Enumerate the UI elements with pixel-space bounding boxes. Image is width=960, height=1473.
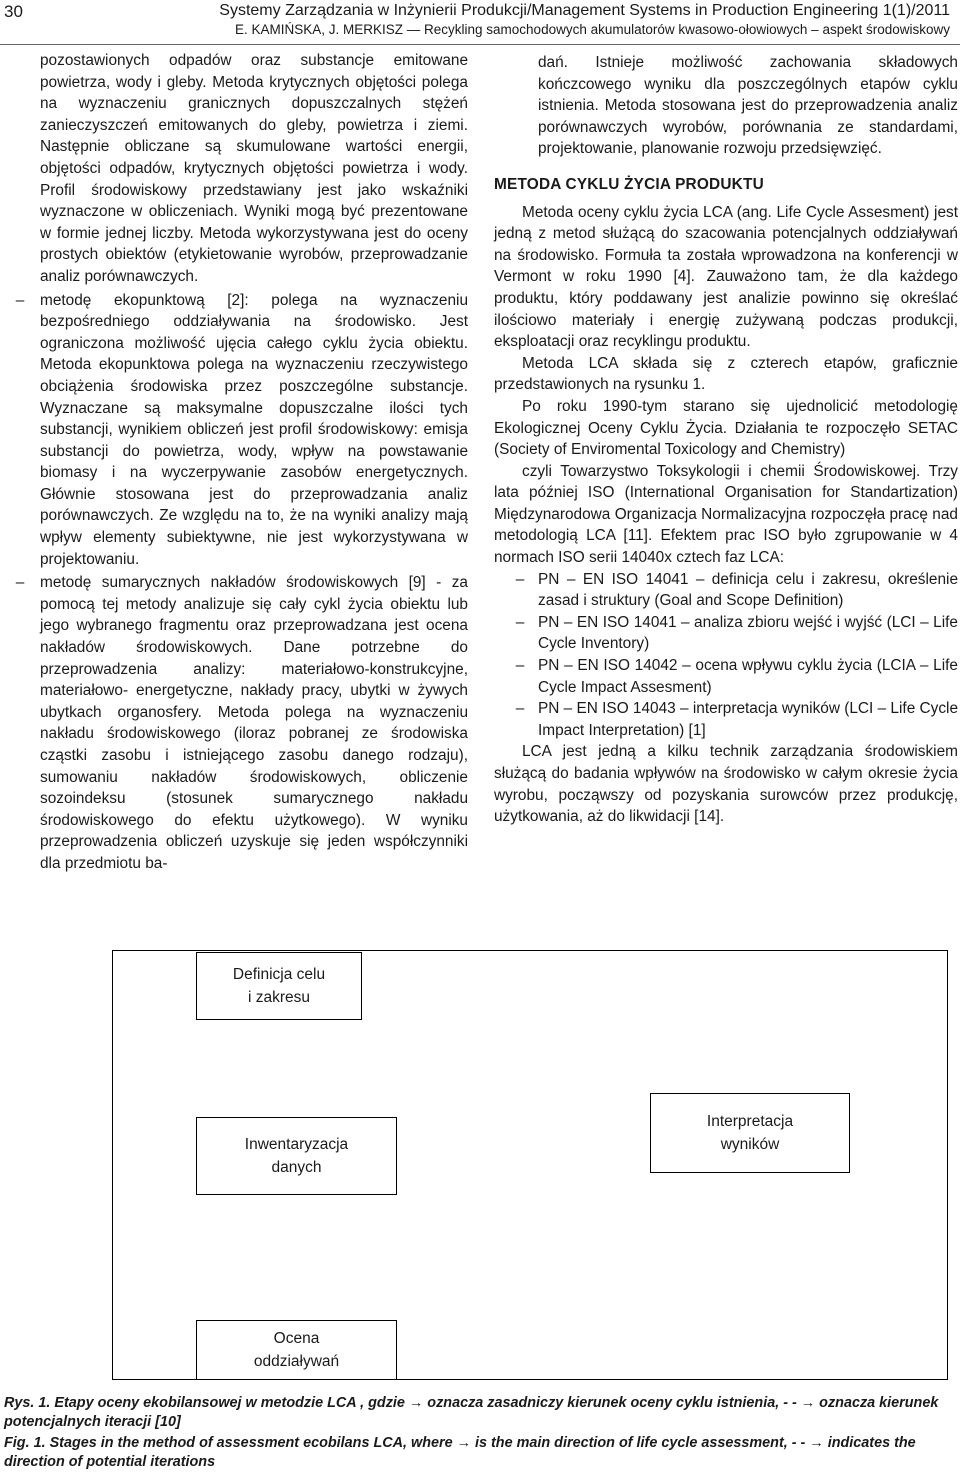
box-label-line: Ocena: [273, 1330, 320, 1347]
arrow-icon: →: [456, 1435, 472, 1451]
dash-bullet: –: [515, 700, 525, 718]
list-item-text: metodę ekopunktową [2]: polega na wyznaczeniu bezpośredniego oddziaływania na środowisko. Jest ograniczona możliwość ujęcia całego cyklu życia obiektu. Metoda ekopunktowa polega na wyznaczeniu rzeczywistego obciążenia środowiska przez poszczególne substancje. Wyznaczane są maksymalne dopuszczalne ilości tych substancji, wynikiem obliczeń jest profil środowiskowy: emisja substancji do powietrza, wody, wpływ na powstawanie biomasy i na wyczerpywanie zasobów energetycznych. Głównie stosowana jest do przeprowadzania analiz porównawczych. Ze względu na to, że na wyniki analizy mają wpływ elementy subiektywne, nie jest wykorzystywana w projektowaniu.: [40, 291, 468, 568]
arrow-icon: →: [800, 1395, 816, 1411]
iso-item-text: PN – EN ISO 14041 – analiza zbioru wejść i wyjść (LCI – Life Cycle Inventory): [538, 613, 958, 653]
article-authors-title: E. KAMIŃSKA, J. MERKISZ — Recykling samochodowych akumulatorów kwasowo-ołowiowych – aspekt środowiskowy: [234, 22, 950, 37]
right-para-4: czyli Towarzystwo Toksykologii i chemii Środowiskowej. Trzy lata później ISO (International Organisation for Standartization) Międzynarodowa Organizacja Normalizacyjna rozpoczęła pracę nad metodologią LCA [11]. Efektem prac ISO było zgrupowanie w 4 normach ISO serii 14040x cztech faz LCA:: [494, 462, 958, 567]
right-para-1: Metoda oceny cyklu życia LCA (ang. Life Cycle Assesment) jest jedną z metod służącą do szacowania potencjalnych oddziaływań na środowisko. Formuła ta została wprowadzona na konferencji w Vermont w roku 1990 [4]. Zauważono tam, że dla każdego produktu, który poddawany jest analizie powinno się określać ilościowo materiały i energię zużywaną podczas produkcji, eksploatacji oraz recyklingu produktu.: [494, 203, 958, 351]
box-label-line: wyników: [720, 1136, 780, 1153]
iso-item-text: PN – EN ISO 14043 – interpretacja wyników (LCI – Life Cycle Impact Interpretation) [1]: [538, 700, 959, 739]
iso-list-item: [494, 698, 958, 741]
box-label-line: Interpretacja: [706, 1113, 794, 1130]
iso-list-item: [494, 569, 958, 612]
iso-list: [494, 569, 958, 742]
caption-text: is the main direction of life cycle assessment, - -: [471, 1435, 810, 1451]
box-label-line: danych: [271, 1159, 322, 1176]
iso-list-item: [494, 612, 958, 655]
dash-bullet: –: [515, 613, 525, 631]
list-item-text: metodę sumarycznych nakładów środowiskowych [9] - za pomocą tej metody analizuje się cały cykl życia obiektu lub jego wybranego fragmentu oraz przeprowadzana jest ocena nakładów środowiskowych. Dane potrzebne do przeprowadzenia analizy: materiałowo-konstrukcyjne, materiałowo- energetyczne, nakłady pracy, ubytki w żywych ubytkach organosfery. Metoda polega na wyznaczeniu nakładu środowiskowego (iloraz pobranej ze środowiska cząstki zasobu i istniejącego zasobu danego rodzaju), sumowaniu nakładów środowiskowych, obliczenie sozoindeksu (stosunek sumarycznego nakładu środowiskowego do efektu użytkowego). W wyniku przeprowadzenia obliczeń uzyskuje się jeden współczynniki dla przedmiotu ba-: [40, 574, 468, 872]
caption-text: Fig. 1. Stages in the method of assessment ecobilans LCA, where: [4, 1435, 457, 1451]
caption-text: indicates the direction of potential iterations: [4, 1435, 916, 1470]
iso-item-text: PN – EN ISO 14042 – ocena wpływu cyklu życia (LCIA – Life Cycle Impact Assesment): [538, 657, 958, 696]
caption-polish: [4, 1394, 956, 1432]
right-para-continued: dań. Istnieje możliwość zachowania składowych kończcowego wyniku dla poszczególnych etapów cyklu istnienia. Metoda stosowana jest do przeprowadzenia analiz porównawczych wyrobów, porównania ze standardami, projektowanie, planowanie rozwoju przedsięwzięć.: [538, 54, 958, 158]
arrow-icon: →: [408, 1395, 424, 1411]
list-item-ekopunktowa: [15, 290, 468, 571]
right-column: [494, 52, 958, 828]
arrow-icon: →: [809, 1435, 824, 1451]
header-rule: [0, 44, 960, 45]
dash-bullet: –: [515, 570, 525, 588]
box-definicja-celu: [196, 952, 362, 1020]
box-interpretacja: [650, 1093, 850, 1173]
box-inwentaryzacja: [196, 1117, 397, 1195]
box-ocena-oddzialywan: [196, 1320, 397, 1380]
caption-english: [4, 1434, 956, 1472]
journal-title: Systemy Zarządzania w Inżynierii Produkcji/Management Systems in Production Engineering 1(1)/2011: [219, 2, 950, 19]
left-para-1: pozostawionych odpadów oraz substancje emitowane powietrza, wody i gleby. Metoda krytycznych objętości polega na wyznaczeniu granicznych dopuszczalnych stężeń zanieczyszczeń emitowanych do gleby, powietrza i ziemi. Następnie obliczane są skumulowane wartości energii, objętości odpadów, krytycznych objętości powietrza i wody. Profil środowiskowy przedstawiany jest jako wskaźniki wyznaczone w obliczeniach. Wyniki mogą być prezentowane w formie jednej liczby. Metoda wykorzystywana jest do oceny prostych obiektów (etykietowanie wyrobów, przeprowadzanie analiz porównawczych.: [40, 52, 468, 285]
list-item-sumaryczne: [15, 572, 468, 874]
caption-text: Rys. 1. Etapy oceny ekobilansowej w metodzie LCA , gdzie: [4, 1395, 409, 1411]
dash-bullet: –: [15, 291, 25, 309]
iso-list-item: [494, 655, 958, 698]
dash-bullet: –: [515, 657, 525, 675]
right-para-3: Po roku 1990-tym starano się ujednolicić metodologię Ekologicznej Oceny Cyklu Życia. Działania te rozpoczęło SETAC (Society of Enviromental Toxicology and Chemistry): [494, 397, 958, 459]
section-title: METODA CYKLU ŻYCIA PRODUKTU: [494, 175, 764, 193]
caption-text: oznacza kierunek potencjalnych iteracji [10]: [4, 1395, 939, 1430]
box-label-line: oddziaływań: [253, 1353, 340, 1370]
box-label-line: Inwentaryzacja: [244, 1136, 349, 1153]
iso-item-text: PN – EN ISO 14041 – definicja celu i zakresu, określenie zasad i struktury (Goal and Scope Definition): [538, 570, 958, 610]
caption-text: oznacza zasadniczy kierunek oceny cyklu istnienia, - -: [423, 1395, 801, 1411]
right-para-5: LCA jest jedną a kilku technik zarządzania środowiskiem służącą do badania wpływów na środowisko w całym okresie życia wyrobu, począwszy od pozyskania surowców przez produkcję, użytkowania, aż do likwidacji [14].: [494, 743, 958, 826]
box-label-line: Definicja celu: [232, 966, 326, 983]
right-para-2: Metoda LCA składa się z czterech etapów, graficznie przedstawionych na rysunku 1.: [494, 354, 958, 394]
left-column: [15, 50, 468, 875]
dash-bullet: –: [15, 574, 25, 592]
page-number: 30: [4, 2, 23, 21]
box-label-line: i zakresu: [247, 989, 311, 1006]
